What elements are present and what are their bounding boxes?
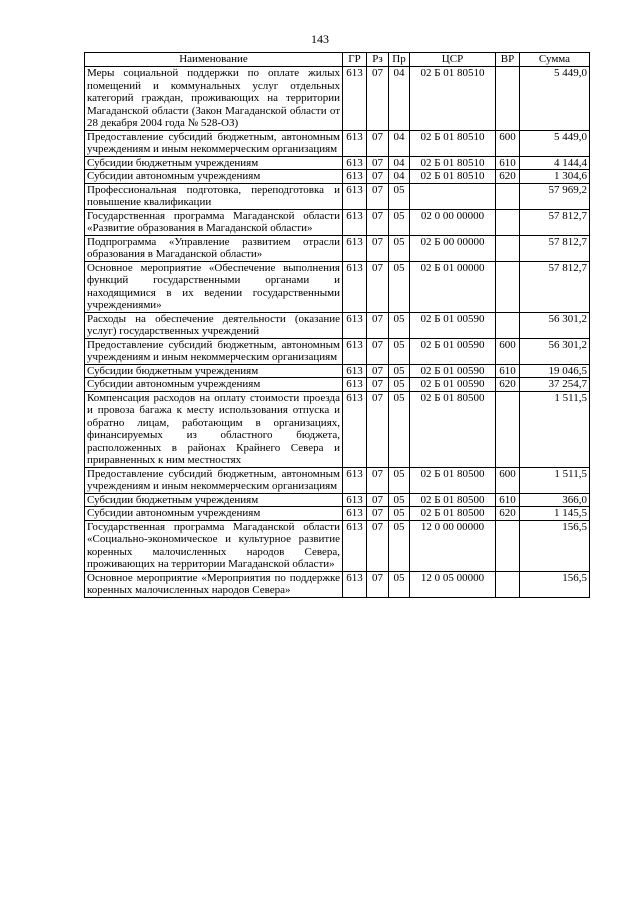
cell-pr: 05 (389, 209, 410, 235)
cell-sum: 1 145,5 (520, 507, 590, 521)
cell-rz: 07 (367, 67, 389, 131)
cell-gr: 613 (343, 391, 367, 467)
cell-pr: 05 (389, 312, 410, 338)
cell-gr: 613 (343, 493, 367, 507)
cell-csr: 02 Б 00 00000 (410, 235, 496, 261)
cell-vr: 620 (496, 507, 520, 521)
cell-vr (496, 520, 520, 571)
cell-vr: 620 (496, 170, 520, 184)
cell-rz: 07 (367, 507, 389, 521)
cell-pr: 04 (389, 170, 410, 184)
cell-vr: 600 (496, 467, 520, 493)
table-row (85, 261, 590, 312)
cell-gr: 613 (343, 312, 367, 338)
cell-sum: 37 254,7 (520, 378, 590, 392)
table-row (85, 364, 590, 378)
cell-rz: 07 (367, 170, 389, 184)
cell-rz: 07 (367, 493, 389, 507)
table-row (85, 156, 590, 170)
cell-csr: 02 Б 01 80500 (410, 391, 496, 467)
cell-csr: 12 0 00 00000 (410, 520, 496, 571)
cell-gr: 613 (343, 183, 367, 209)
cell-vr (496, 261, 520, 312)
cell-csr: 02 Б 01 00590 (410, 338, 496, 364)
table-body (85, 67, 590, 598)
cell-gr: 613 (343, 209, 367, 235)
cell-pr: 05 (389, 378, 410, 392)
table-row (85, 507, 590, 521)
cell-pr: 04 (389, 156, 410, 170)
table-row (85, 67, 590, 131)
cell-sum: 4 144,4 (520, 156, 590, 170)
cell-sum: 57 812,7 (520, 261, 590, 312)
cell-pr: 05 (389, 391, 410, 467)
cell-sum: 5 449,0 (520, 130, 590, 156)
table-row (85, 312, 590, 338)
cell-vr (496, 235, 520, 261)
cell-rz: 07 (367, 378, 389, 392)
table-row (85, 571, 590, 597)
cell-gr: 613 (343, 67, 367, 131)
cell-pr: 05 (389, 571, 410, 597)
cell-sum: 56 301,2 (520, 338, 590, 364)
cell-vr (496, 183, 520, 209)
table-row (85, 391, 590, 467)
cell-name: Предоставление субсидий бюджетным, автономным учреждениям и иным некоммерческим организациям (85, 467, 343, 493)
cell-name: Предоставление субсидий бюджетным, автономным учреждениям и иным некоммерческим организациям (85, 338, 343, 364)
cell-rz: 07 (367, 520, 389, 571)
cell-rz: 07 (367, 235, 389, 261)
cell-rz: 07 (367, 156, 389, 170)
table-row (85, 235, 590, 261)
cell-vr: 620 (496, 378, 520, 392)
cell-gr: 613 (343, 338, 367, 364)
cell-vr (496, 67, 520, 131)
cell-csr: 02 Б 01 80500 (410, 493, 496, 507)
cell-name: Субсидии бюджетным учреждениям (85, 156, 343, 170)
cell-pr: 04 (389, 130, 410, 156)
table-row (85, 209, 590, 235)
cell-gr: 613 (343, 235, 367, 261)
cell-gr: 613 (343, 378, 367, 392)
cell-vr: 600 (496, 130, 520, 156)
header-pr: Пр (389, 53, 410, 67)
cell-rz: 07 (367, 467, 389, 493)
cell-name: Расходы на обеспечение деятельности (оказание услуг) государственных учреждений (85, 312, 343, 338)
table-row (85, 520, 590, 571)
cell-sum: 1 304,6 (520, 170, 590, 184)
cell-rz: 07 (367, 261, 389, 312)
cell-pr: 04 (389, 67, 410, 131)
cell-pr: 05 (389, 493, 410, 507)
cell-csr: 02 Б 01 80500 (410, 507, 496, 521)
cell-gr: 613 (343, 467, 367, 493)
cell-sum: 5 449,0 (520, 67, 590, 131)
cell-sum: 1 511,5 (520, 391, 590, 467)
cell-csr: 02 Б 01 00000 (410, 261, 496, 312)
cell-pr: 05 (389, 261, 410, 312)
cell-csr: 02 Б 01 80510 (410, 130, 496, 156)
cell-name: Меры социальной поддержки по оплате жилых помещений и коммунальных услуг отдельных категорий граждан, проживающих на территории Магаданской области (Закон Магаданской области от 28 декабря 2004 года № 528-ОЗ) (85, 67, 343, 131)
cell-sum: 1 511,5 (520, 467, 590, 493)
cell-rz: 07 (367, 338, 389, 364)
cell-gr: 613 (343, 364, 367, 378)
cell-name: Основное мероприятие «Обеспечение выполнения функций государственными органами и находящимися в их ведении государственными учреждениями» (85, 261, 343, 312)
cell-csr: 02 0 00 00000 (410, 209, 496, 235)
cell-name: Предоставление субсидий бюджетным, автономным учреждениям и иным некоммерческим организациям (85, 130, 343, 156)
header-row (85, 53, 590, 67)
cell-vr: 610 (496, 493, 520, 507)
table-row (85, 493, 590, 507)
header-csr: ЦСР (410, 53, 496, 67)
cell-gr: 613 (343, 520, 367, 571)
cell-csr: 02 Б 01 00590 (410, 364, 496, 378)
cell-name: Субсидии автономным учреждениям (85, 378, 343, 392)
header-name: Наименование (85, 53, 343, 67)
cell-rz: 07 (367, 391, 389, 467)
cell-rz: 07 (367, 364, 389, 378)
cell-vr (496, 312, 520, 338)
cell-sum: 19 046,5 (520, 364, 590, 378)
budget-table (84, 52, 590, 598)
cell-sum: 156,5 (520, 520, 590, 571)
cell-name: Субсидии автономным учреждениям (85, 507, 343, 521)
cell-csr: 02 Б 01 80510 (410, 67, 496, 131)
table-row (85, 338, 590, 364)
cell-rz: 07 (367, 183, 389, 209)
cell-vr (496, 571, 520, 597)
cell-csr: 02 Б 01 00590 (410, 378, 496, 392)
cell-gr: 613 (343, 571, 367, 597)
cell-vr (496, 209, 520, 235)
cell-name: Основное мероприятие «Мероприятия по поддержке коренных малочисленных народов Севера» (85, 571, 343, 597)
table-row (85, 183, 590, 209)
cell-pr: 05 (389, 338, 410, 364)
cell-name: Субсидии бюджетным учреждениям (85, 493, 343, 507)
cell-pr: 05 (389, 183, 410, 209)
cell-sum: 366,0 (520, 493, 590, 507)
cell-csr: 12 0 05 00000 (410, 571, 496, 597)
cell-vr: 600 (496, 338, 520, 364)
cell-vr: 610 (496, 156, 520, 170)
table-header (85, 53, 590, 67)
table-row (85, 378, 590, 392)
cell-csr (410, 183, 496, 209)
cell-name: Профессиональная подготовка, переподготовка и повышение квалификации (85, 183, 343, 209)
cell-vr (496, 391, 520, 467)
cell-sum: 57 812,7 (520, 235, 590, 261)
cell-sum: 156,5 (520, 571, 590, 597)
cell-vr: 610 (496, 364, 520, 378)
cell-csr: 02 Б 01 80510 (410, 170, 496, 184)
cell-rz: 07 (367, 130, 389, 156)
cell-csr: 02 Б 01 00590 (410, 312, 496, 338)
cell-gr: 613 (343, 507, 367, 521)
cell-name: Государственная программа Магаданской области «Развитие образования в Магаданской области» (85, 209, 343, 235)
cell-sum: 57 812,7 (520, 209, 590, 235)
cell-rz: 07 (367, 312, 389, 338)
cell-csr: 02 Б 01 80510 (410, 156, 496, 170)
cell-sum: 56 301,2 (520, 312, 590, 338)
cell-name: Субсидии автономным учреждениям (85, 170, 343, 184)
cell-rz: 07 (367, 571, 389, 597)
cell-name: Государственная программа Магаданской области «Социально-экономическое и культурное развитие коренных малочисленных народов Севера, проживающих на территории Магаданской области» (85, 520, 343, 571)
cell-name: Подпрограмма «Управление развитием отрасли образования в Магаданской области» (85, 235, 343, 261)
header-sum: Сумма (520, 53, 590, 67)
table-row (85, 170, 590, 184)
cell-rz: 07 (367, 209, 389, 235)
cell-pr: 05 (389, 235, 410, 261)
cell-gr: 613 (343, 156, 367, 170)
cell-name: Субсидии бюджетным учреждениям (85, 364, 343, 378)
cell-pr: 05 (389, 364, 410, 378)
cell-gr: 613 (343, 170, 367, 184)
table-row (85, 130, 590, 156)
table-row (85, 467, 590, 493)
cell-pr: 05 (389, 467, 410, 493)
cell-name: Компенсация расходов на оплату стоимости проезда и провоза багажа к месту использования отпуска и обратно лицам, работающим в организациях, финансируемых из областного бюджета, расположенных в районах Крайнего Севера и приравненных к ним местностях (85, 391, 343, 467)
page-number: 143 (311, 32, 329, 46)
cell-gr: 613 (343, 261, 367, 312)
cell-pr: 05 (389, 507, 410, 521)
cell-sum: 57 969,2 (520, 183, 590, 209)
header-vr: ВР (496, 53, 520, 67)
header-rz: Рз (367, 53, 389, 67)
header-gr: ГР (343, 53, 367, 67)
cell-gr: 613 (343, 130, 367, 156)
cell-csr: 02 Б 01 80500 (410, 467, 496, 493)
cell-pr: 05 (389, 520, 410, 571)
